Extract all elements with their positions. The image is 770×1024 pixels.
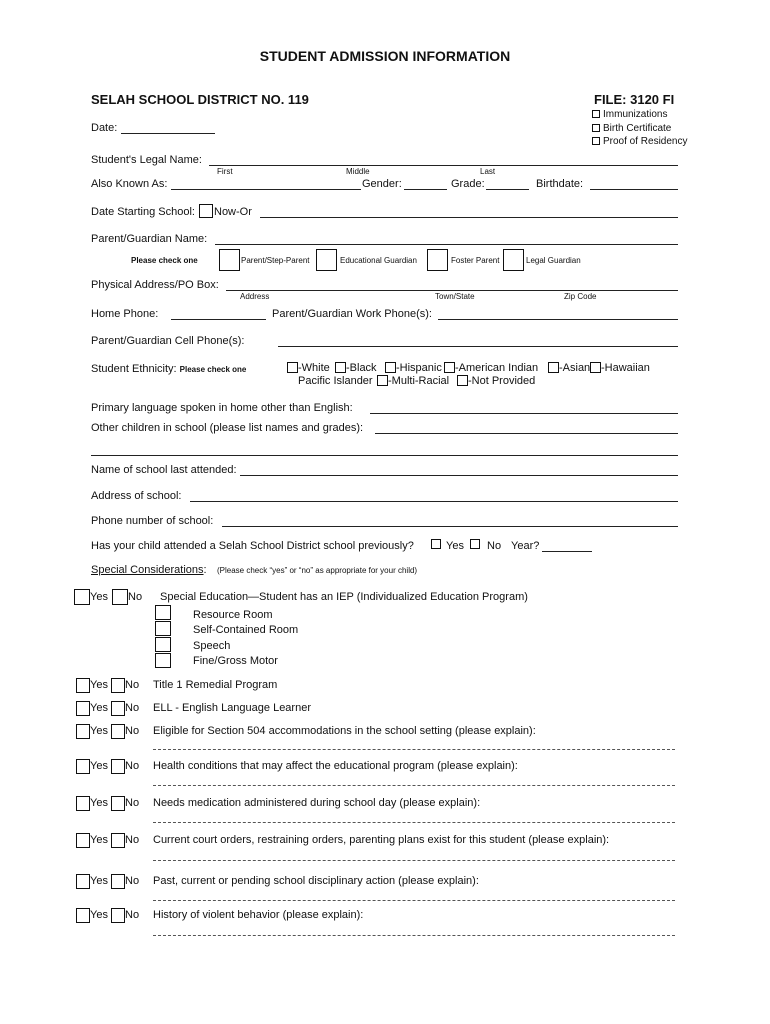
ethnicity-option: -White	[298, 362, 330, 374]
last-name-hint: Last	[480, 167, 496, 176]
file-number: FILE: 3120 FI	[594, 92, 675, 107]
item-text: History of violent behavior (please explain):	[153, 909, 364, 921]
ethnicity-option: -Multi-Racial	[388, 375, 450, 387]
item-yes-checkbox[interactable]	[76, 724, 90, 739]
item-text: Current court orders, restraining orders, parenting plans exist for this student (please explain):	[153, 834, 610, 846]
sped-option-checkbox[interactable]	[155, 605, 171, 620]
doc-label: Proof of Residency	[603, 136, 688, 147]
explain-line[interactable]	[153, 822, 675, 823]
sped-text: Special Education—Student has an IEP (Individualized Education Program)	[160, 591, 528, 603]
town-hint: Town/State	[435, 292, 475, 301]
cell-phone-field[interactable]	[278, 346, 678, 347]
sped-option-label: Self-Contained Room	[193, 624, 299, 636]
home-phone-label: Home Phone:	[91, 308, 159, 320]
special-note: (Please check “yes” or “no” as appropriate for your child)	[217, 566, 418, 575]
work-phone-label: Parent/Guardian Work Phone(s):	[272, 308, 432, 320]
last-school-field[interactable]	[240, 475, 678, 476]
sped-option-checkbox[interactable]	[155, 637, 171, 652]
relation-checkbox[interactable]	[427, 249, 448, 271]
legal-name-field[interactable]	[209, 165, 678, 166]
first-name-hint: First	[217, 167, 233, 176]
relation-checkbox[interactable]	[503, 249, 524, 271]
ethnicity-checkbox[interactable]	[335, 362, 346, 373]
sped-option-checkbox[interactable]	[155, 653, 171, 668]
please-check-one: Please check one	[131, 256, 198, 265]
middle-name-hint: Middle	[346, 167, 370, 176]
sped-no-label: No	[128, 591, 143, 603]
school-phone-label: Phone number of school:	[91, 515, 214, 527]
item-yes-label: Yes	[90, 702, 108, 714]
item-no-label: No	[125, 725, 140, 737]
explain-line[interactable]	[153, 900, 675, 901]
doc-proof-of-residency[interactable]	[592, 135, 688, 149]
checkbox-icon[interactable]	[592, 124, 600, 132]
special-colon: :	[203, 564, 207, 576]
attended-yes-label: Yes	[446, 540, 464, 552]
item-no-label: No	[125, 760, 140, 772]
item-text: Title 1 Remedial Program	[153, 679, 278, 691]
item-yes-label: Yes	[90, 725, 108, 737]
attended-no-checkbox[interactable]	[470, 539, 480, 549]
item-yes-checkbox[interactable]	[76, 908, 90, 923]
item-no-label: No	[125, 679, 140, 691]
ethnicity-label-text: Student Ethnicity:	[91, 363, 177, 375]
address-hint: Address	[240, 292, 270, 301]
ethnicity-checkbox[interactable]	[385, 362, 396, 373]
item-no-label: No	[125, 797, 140, 809]
attended-question: Has your child attended a Selah School District school previously?	[91, 540, 414, 552]
grade-field[interactable]	[486, 189, 529, 190]
attended-yes-checkbox[interactable]	[431, 539, 441, 549]
item-no-checkbox[interactable]	[111, 908, 125, 923]
ethnicity-checkbox[interactable]	[457, 375, 468, 386]
item-yes-label: Yes	[90, 909, 108, 921]
item-text: Past, current or pending school disciplinary action (please explain):	[153, 875, 479, 887]
doc-label: Immunizations	[603, 109, 668, 120]
date-start-field[interactable]	[260, 217, 678, 218]
item-no-checkbox[interactable]	[111, 759, 125, 774]
doc-immunizations[interactable]	[592, 108, 688, 122]
explain-line[interactable]	[153, 935, 675, 936]
item-no-label: No	[125, 834, 140, 846]
work-phone-field[interactable]	[438, 319, 678, 320]
relation-label: Parent/Step-Parent	[241, 256, 310, 265]
sped-option-label: Speech	[193, 640, 231, 652]
item-no-checkbox[interactable]	[111, 701, 125, 716]
ethnicity-option: -Hispanic	[396, 362, 442, 374]
date-label: Date:	[91, 122, 118, 134]
special-considerations-heading	[91, 564, 207, 576]
item-no-checkbox[interactable]	[111, 724, 125, 739]
legal-name-label: Student's Legal Name:	[91, 154, 202, 166]
ethnicity-checkbox[interactable]	[287, 362, 298, 373]
ethnicity-checkbox[interactable]	[548, 362, 559, 373]
primary-language-label: Primary language spoken in home other than English:	[91, 402, 353, 414]
school-phone-field[interactable]	[222, 526, 678, 527]
special-label: Special Considerations	[91, 564, 204, 576]
item-yes-checkbox[interactable]	[76, 874, 90, 889]
sped-no-checkbox[interactable]	[112, 589, 128, 605]
ethnicity-option: -Black	[346, 362, 377, 374]
item-no-checkbox[interactable]	[111, 796, 125, 811]
explain-line[interactable]	[153, 785, 675, 786]
date-start-label: Date Starting School:	[91, 206, 195, 218]
item-text: Eligible for Section 504 accommodations in the school setting (please explain):	[153, 725, 536, 737]
birthdate-label: Birthdate:	[536, 178, 584, 190]
item-no-label: No	[125, 909, 140, 921]
district-name: SELAH SCHOOL DISTRICT NO. 119	[91, 92, 309, 107]
ethnicity-option: -Not Provided	[468, 375, 536, 387]
item-no-label: No	[125, 702, 140, 714]
year-field[interactable]	[542, 551, 592, 552]
item-text: ELL - English Language Learner	[153, 702, 311, 714]
item-no-label: No	[125, 875, 140, 887]
item-no-checkbox[interactable]	[111, 874, 125, 889]
item-yes-label: Yes	[90, 679, 108, 691]
item-yes-checkbox[interactable]	[76, 701, 90, 716]
other-children-label: Other children in school (please list names and grades):	[91, 422, 364, 434]
item-yes-label: Yes	[90, 760, 108, 772]
item-yes-label: Yes	[90, 797, 108, 809]
parent-name-label: Parent/Guardian Name:	[91, 233, 208, 245]
item-text: Health conditions that may affect the educational program (please explain):	[153, 760, 518, 772]
explain-line[interactable]	[153, 749, 675, 750]
ethnicity-option-continued: Pacific Islander	[298, 375, 373, 387]
sped-yes-label: Yes	[90, 591, 108, 603]
now-or-label: Now-Or	[214, 206, 252, 218]
item-yes-label: Yes	[90, 834, 108, 846]
item-no-checkbox[interactable]	[111, 678, 125, 693]
item-yes-checkbox[interactable]	[76, 796, 90, 811]
checkbox-icon[interactable]	[592, 137, 600, 145]
birthdate-field[interactable]	[590, 189, 678, 190]
relation-checkbox[interactable]	[316, 249, 337, 271]
sped-option-checkbox[interactable]	[155, 621, 171, 636]
ethnicity-checkbox[interactable]	[590, 362, 601, 373]
checkbox-icon[interactable]	[592, 110, 600, 118]
address-label: Physical Address/PO Box:	[91, 279, 219, 291]
ethnicity-option: -Asian	[559, 362, 591, 374]
relation-label: Educational Guardian	[340, 256, 417, 265]
primary-language-field[interactable]	[370, 413, 678, 414]
date-field[interactable]	[121, 133, 215, 134]
aka-label: Also Known As:	[91, 178, 168, 190]
item-yes-checkbox[interactable]	[76, 833, 90, 848]
zip-hint: Zip Code	[564, 292, 597, 301]
school-address-field[interactable]	[190, 501, 678, 502]
item-yes-label: Yes	[90, 875, 108, 887]
grade-label: Grade:	[451, 178, 485, 190]
page-title: STUDENT ADMISSION INFORMATION	[259, 48, 511, 64]
item-no-checkbox[interactable]	[111, 833, 125, 848]
now-checkbox[interactable]	[199, 204, 213, 218]
ethnicity-option: -Hawaiian	[601, 362, 650, 374]
relation-label: Foster Parent	[451, 256, 500, 265]
aka-field[interactable]	[171, 189, 361, 190]
ethnicity-label	[91, 363, 246, 375]
ethnicity-option: -American Indian	[455, 362, 539, 374]
parent-name-field[interactable]	[215, 244, 678, 245]
attended-no-label: No	[487, 540, 502, 552]
doc-birth-certificate[interactable]	[592, 122, 688, 136]
ethnicity-checkbox[interactable]	[377, 375, 388, 386]
home-phone-field[interactable]	[171, 319, 266, 320]
item-yes-checkbox[interactable]	[76, 678, 90, 693]
school-address-label: Address of school:	[91, 490, 182, 502]
explain-line[interactable]	[153, 860, 675, 861]
address-field[interactable]	[226, 290, 678, 291]
ethnicity-note: Please check one	[179, 365, 247, 374]
cell-phone-label: Parent/Guardian Cell Phone(s):	[91, 335, 245, 347]
gender-label: Gender:	[362, 178, 402, 190]
doc-label: Birth Certificate	[603, 122, 672, 134]
relation-checkbox[interactable]	[219, 249, 240, 271]
last-school-label: Name of school last attended:	[91, 464, 237, 476]
gender-field[interactable]	[404, 189, 447, 190]
sped-option-label: Fine/Gross Motor	[193, 655, 278, 667]
ethnicity-checkbox[interactable]	[444, 362, 455, 373]
document-checklist	[592, 108, 688, 149]
item-text: Needs medication administered during school day (please explain):	[153, 797, 481, 809]
relation-label: Legal Guardian	[526, 256, 581, 265]
other-children-field[interactable]	[375, 433, 678, 434]
year-label: Year?	[511, 540, 540, 552]
sped-yes-checkbox[interactable]	[74, 589, 90, 605]
sped-option-label: Resource Room	[193, 609, 273, 621]
other-children-field-2[interactable]	[91, 455, 678, 456]
item-yes-checkbox[interactable]	[76, 759, 90, 774]
